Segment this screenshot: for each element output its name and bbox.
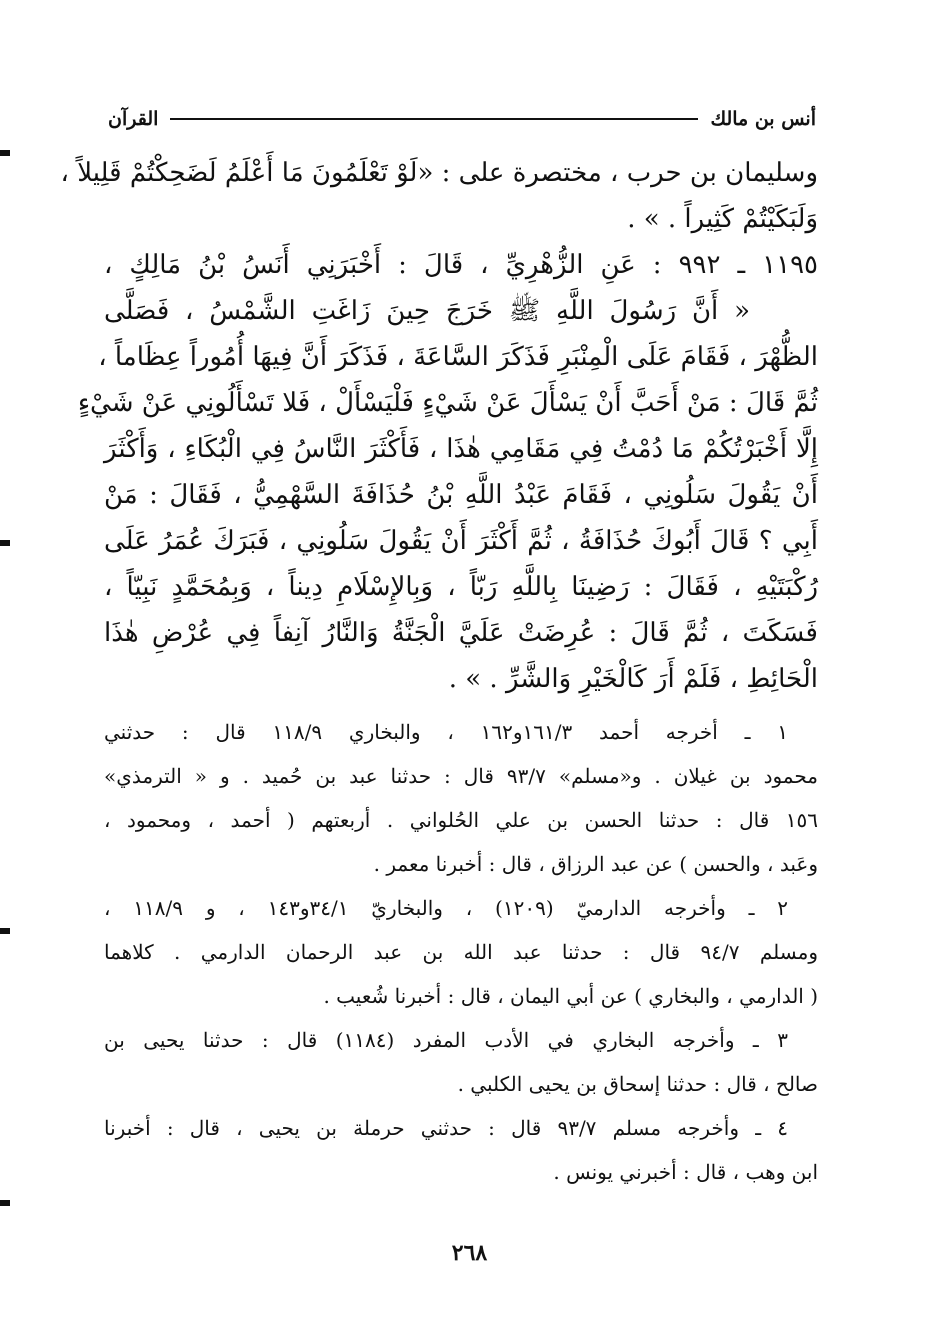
text-line: فَسَكَتَ ، ثُمَّ قَالَ : عُرِضَتْ عَلَيَّ الْجَنَّةُ وَالنَّارُ آنِفاً فِي عُرْضِ هٰذَا [104, 618, 818, 648]
footnote-line: ( الدارمي ، والبخاري ) عن أبي اليمان ، قال : أخبرنا شُعيب . [323, 984, 818, 1008]
footnote-line: ١٥٦ قال : حدثنا الحسن بن علي الحُلواني . أربعتهم ( أحمد ، ومحمود ، [104, 808, 818, 832]
margin-mark [0, 540, 10, 546]
running-header [108, 108, 816, 130]
text-line: وَلَبَكَيْتُمْ كَثِيراً . » . [627, 204, 818, 234]
footnote-line: ٢ ـ وأخرجه الدارميّ (١٢٠٩) ، والبخاريّ ٣٤/١و١٤٣ ، و ١١٨/٩ ، [104, 896, 789, 920]
footnote-line: ومسلم ٩٤/٧ قال : حدثنا عبد الله بن عبد الرحمان الدارمي . كلاهما [104, 940, 818, 964]
page-number: ٢٦٨ [451, 1240, 488, 1266]
header-rule [170, 118, 698, 120]
footnote-line: محمود بن غيلان . و«مسلم» ٩٣/٧ قال : حدثنا عبد بن حُميد . و « الترمذي» [104, 764, 818, 788]
hadith-heading: ١١٩٥ ـ ٩٩٢ : عَنِ الزُّهْرِيِّ ، قَالَ : أَخْبَرَنِي أَنَسُ بْنُ مَالِكٍ ، [104, 250, 818, 280]
header-section: أنس بن مالك [710, 108, 816, 130]
text-line: أَبِي ؟ قَالَ أَبُوكَ حُذَافَةُ ، ثُمَّ أَكْثَرَ أَنْ يَقُولَ سَلُونِي ، فَبَرَكَ عُمَرُ عَلَى [104, 526, 818, 556]
text-line: « أَنَّ رَسُولَ اللَّهِ ﷺ خَرَجَ حِينَ زَاغَتِ الشَّمْسُ ، فَصَلَّى [104, 296, 750, 326]
footnotes [104, 710, 818, 1194]
margin-mark [0, 1200, 10, 1206]
footnote-line: ١ ـ أخرجه أحمد ١٦١/٣و١٦٢ ، والبخاري ١١٨/٩ قال : حدثني [104, 720, 789, 744]
margin-mark [0, 150, 10, 156]
footnote-line: وعَبد ، والحسن ) عن عبد الرزاق ، قال : أخبرنا معمر . [373, 852, 818, 876]
main-text [60, 150, 818, 1194]
footnote-line: ابن وهب ، قال : أخبرني يونس . [553, 1160, 818, 1184]
text-line: ثُمَّ قَالَ : مَنْ أَحَبَّ أَنْ يَسْأَلَ عَنْ شَيْءٍ فَلْيَسْأَلْ ، فَلا تَسْأَلُونِي عَنْ شَيْءٍ [77, 388, 818, 418]
footnote-line: صالح ، قال : حدثنا إسحاق بن يحيى الكلبي . [457, 1072, 818, 1096]
text-line: أَنْ يَقُولَ سَلُونِي ، فَقَامَ عَبْدُ اللَّهِ بْنُ حُذَافَةَ السَّهْمِيُّ ، فَقَالَ : مَنْ [104, 480, 818, 510]
text-line: الظُّهْرَ ، فَقَامَ عَلَى الْمِنْبَرِ فَذَكَرَ السَّاعَةَ ، فَذَكَرَ أَنَّ فِيهَا أُمُوراً عِظَاماً ، [98, 342, 818, 372]
text-line: رُكْبَتَيْهِ ، فَقَالَ : رَضِينَا بِاللَّهِ رَبّاً ، وَبِالإِسْلَامِ دِيناً ، وَبِمُحَمَّدٍ نَبِيّاً ، [104, 572, 818, 602]
header-chapter: القرآن [108, 108, 159, 130]
footnote-line: ٣ ـ وأخرجه البخاري في الأدب المفرد (١١٨٤) قال : حدثنا يحيى بن [104, 1028, 788, 1052]
text-line: إِلَّا أَخْبَرْتُكُمْ مَا دُمْتُ فِي مَقَامِي هٰذَا ، فَأَكْثَرَ النَّاسُ فِي الْبُكَاءِ ، وَأَكْثَرَ [104, 434, 818, 464]
margin-mark [0, 928, 10, 934]
footnote-line: ٤ ـ وأخرجه مسلم ٩٣/٧ قال : حدثني حرملة بن يحيى ، قال : أخبرنا [104, 1116, 788, 1140]
text-line: وسليمان بن حرب ، مختصرة على : «لَوْ تَعْلَمُونَ مَا أَعْلَمُ لَضَحِكْتُمْ قَلِيلاً ، [60, 158, 818, 188]
text-line: الْحَائِطِ ، فَلَمْ أَرَ كَالْخَيْرِ وَالشَّرِّ . » . [448, 664, 818, 694]
